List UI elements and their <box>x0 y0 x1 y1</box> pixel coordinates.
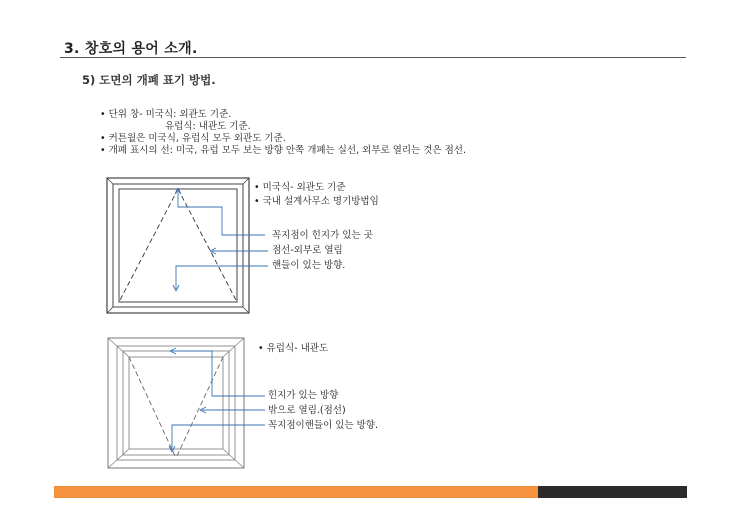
section-subtitle: 5) 도면의 개폐 표기 방법. <box>82 73 216 87</box>
page-title: 3. 창호의 용어 소개. <box>64 41 198 57</box>
bullet-unit-window-europe: 유럽식: 내관도 기준. <box>165 121 251 132</box>
note-american-exterior: • 미국식- 외관도 기준 <box>254 182 346 193</box>
label-hinge-vertex: 꼭지점이 힌지가 있는 곳 <box>272 230 373 241</box>
note-domestic-practice: • 국내 설계사무소 명기방법임 <box>254 196 379 207</box>
label-handle-direction: 핸들이 있는 방향. <box>272 260 346 271</box>
label-hinge-side: 힌지가 있는 방향 <box>268 390 339 401</box>
bullet-unit-window: • 단위 창- 미국식: 외관도 기준. <box>100 109 232 120</box>
bullet-curtain-wall: • 커튼월은 미국식, 유럽식 모두 외관도 기준. <box>100 133 286 144</box>
note-european-interior: • 유럽식- 내관도 <box>258 343 329 354</box>
label-vertex-handle: 꼭지점이핸들이 있는 방향. <box>268 420 379 431</box>
label-opens-outward: 밖으로 열림.(점선) <box>268 405 346 416</box>
bullet-opening-lines: • 개폐 표시의 선: 미국, 유럽 모두 보는 방향 안쪽 개폐는 실선, 외부로 열리는 것은 점선. <box>100 145 467 156</box>
label-dashed-outward: 점선-외부로 열림 <box>272 245 343 256</box>
footer-bar-dark <box>538 486 687 498</box>
footer-bar-orange <box>54 486 538 498</box>
